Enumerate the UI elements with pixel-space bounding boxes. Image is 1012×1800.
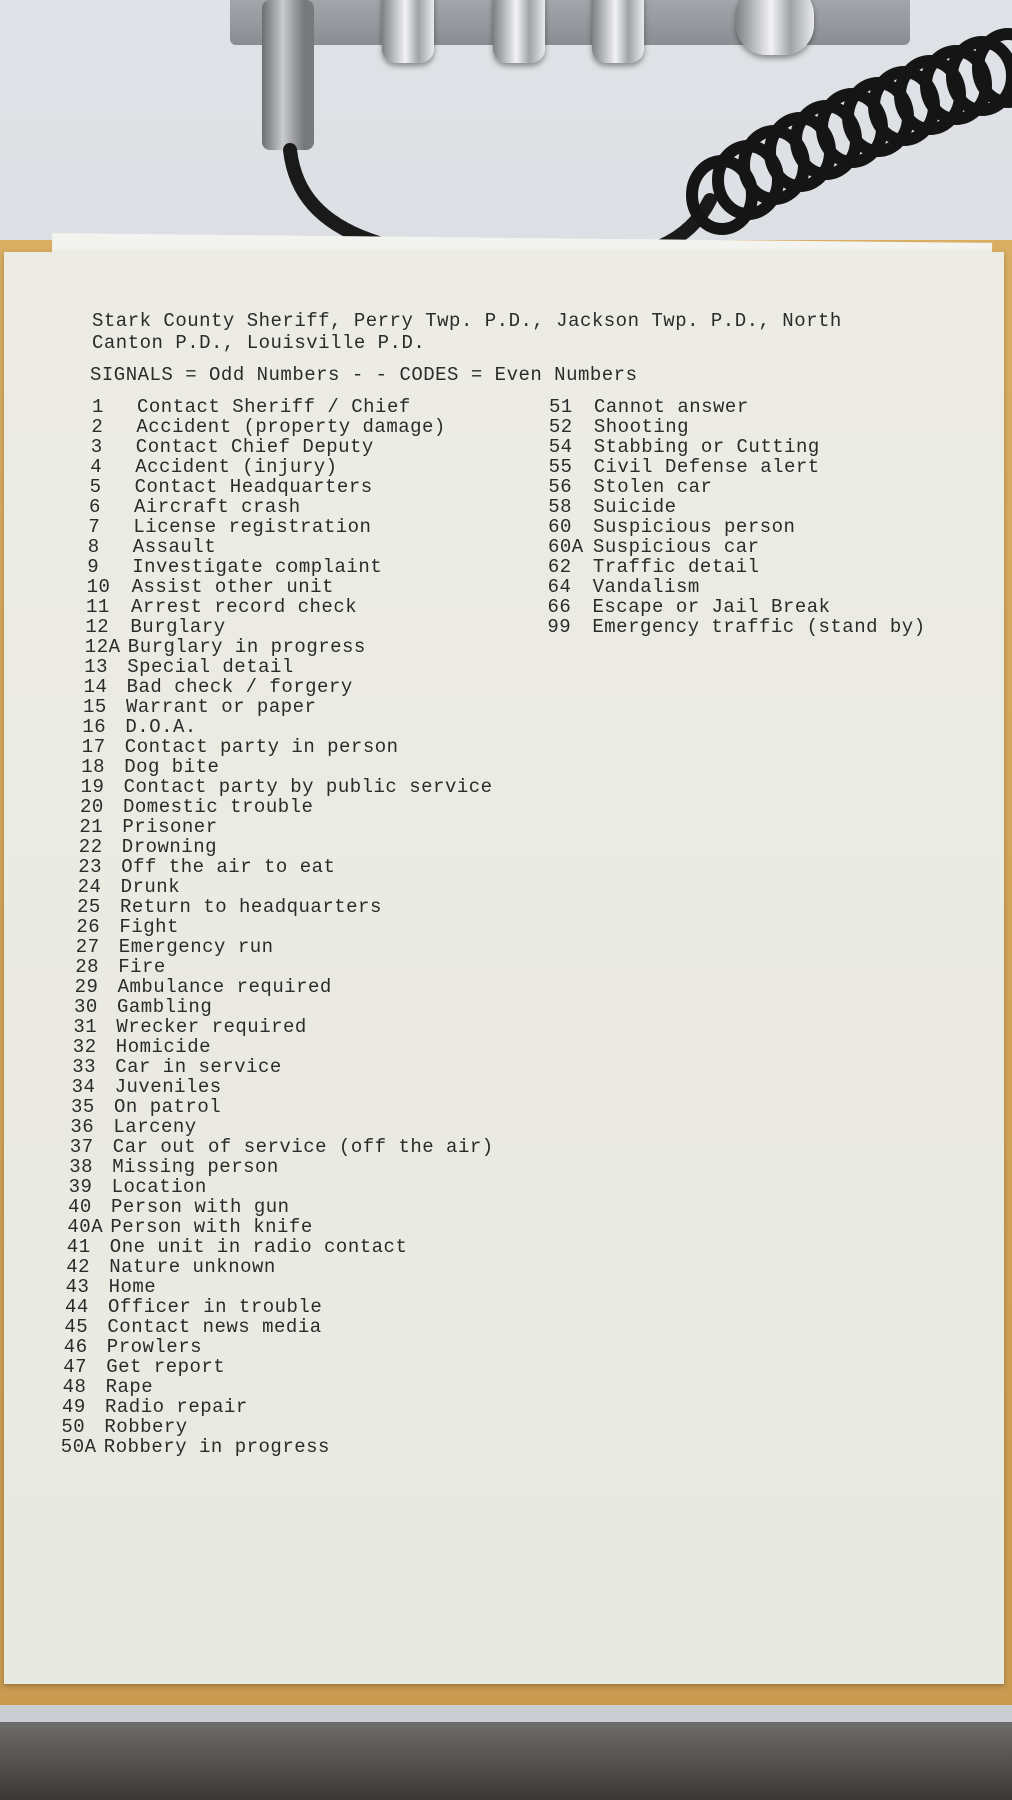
code-number: 8 (87, 536, 100, 558)
code-number: 17 (81, 736, 106, 758)
code-description: Officer in trouble (108, 1296, 323, 1318)
code-description: Ambulance required (117, 976, 332, 998)
code-description: Emergency run (118, 936, 274, 958)
code-number: 35 (71, 1096, 95, 1118)
code-description: Contact Headquarters (134, 476, 373, 498)
code-entry (77, 897, 494, 917)
code-description: Return to headquarters (120, 896, 382, 918)
code-description: Prisoner (122, 816, 218, 838)
code-description: Larceny (113, 1116, 197, 1138)
code-entry (548, 597, 926, 617)
code-number: 27 (75, 936, 100, 958)
code-description: Contact party in person (124, 736, 399, 758)
code-number: 60A (547, 536, 584, 558)
code-description: Nature unknown (109, 1256, 276, 1278)
code-description: Arrest record check (131, 596, 358, 618)
code-entry (547, 617, 925, 637)
code-description: Contact Sheriff / Chief (137, 396, 411, 418)
code-entry (549, 437, 926, 457)
code-description: Rape (105, 1376, 154, 1398)
code-description: Drowning (121, 836, 218, 858)
table-edge (0, 1722, 1012, 1800)
code-number: 26 (76, 916, 101, 938)
code-entry (81, 757, 493, 777)
code-number: 2 (91, 416, 104, 438)
code-number: 37 (69, 1136, 94, 1158)
code-entry (548, 577, 926, 597)
code-description: D.O.A. (125, 716, 197, 738)
code-entry (70, 1137, 494, 1157)
code-description: Prowlers (106, 1336, 203, 1358)
code-number: 47 (63, 1356, 87, 1378)
code-number: 50A (60, 1436, 97, 1458)
code-number: 32 (72, 1036, 97, 1058)
code-number: 6 (89, 496, 101, 518)
header-agencies-line1: Stark County Sheriff, Perry Twp. P.D., Jackson Twp. P.D., North (92, 310, 842, 332)
code-number: 16 (82, 716, 107, 738)
code-entry (82, 737, 494, 757)
code-description: Car out of service (off the air) (112, 1136, 494, 1158)
code-entry (78, 877, 494, 897)
code-description: Missing person (112, 1156, 279, 1178)
code-number: 52 (548, 416, 573, 438)
code-description: Robbery (104, 1416, 188, 1438)
code-description: Homicide (115, 1036, 212, 1058)
code-entry (69, 1157, 493, 1177)
code-description: Robbery in progress (103, 1436, 330, 1458)
code-description: Aircraft crash (134, 496, 301, 518)
code-number: 1 (92, 396, 104, 418)
code-number: 46 (63, 1336, 88, 1358)
code-number: 28 (75, 956, 99, 978)
code-number: 55 (548, 456, 573, 478)
code-entry (63, 1357, 493, 1377)
code-entry (70, 1117, 493, 1137)
code-entry (83, 697, 494, 717)
signals-codes-sheet (4, 252, 1004, 1684)
code-description: Shooting (593, 416, 690, 438)
code-entry (87, 577, 494, 597)
code-number: 31 (73, 1016, 98, 1038)
code-entry (548, 517, 926, 537)
code-number: 5 (89, 476, 102, 498)
code-number: 42 (66, 1256, 90, 1278)
code-description: Suspicious car (592, 536, 760, 558)
code-entry (79, 817, 493, 837)
code-description: Contact Chief Deputy (135, 436, 374, 458)
code-number: 19 (80, 776, 105, 798)
code-entry (71, 1097, 494, 1117)
code-description: Special detail (127, 656, 294, 678)
code-number: 54 (548, 436, 573, 458)
code-description: Stabbing or Cutting (593, 436, 820, 458)
code-number: 22 (78, 836, 103, 858)
code-description: Suicide (593, 496, 677, 518)
code-entry (549, 417, 926, 437)
code-entry (76, 937, 494, 957)
code-description: Assault (132, 536, 217, 558)
code-entry (74, 997, 494, 1017)
code-entry (72, 1077, 494, 1097)
code-description: Investigate complaint (132, 556, 383, 578)
code-number: 7 (88, 516, 101, 538)
code-number: 25 (77, 896, 101, 918)
code-entry (76, 917, 493, 937)
code-number: 60 (548, 516, 572, 538)
code-description: Suspicious person (593, 516, 796, 538)
codes-list-left (58, 397, 494, 1457)
code-number: 66 (547, 596, 572, 618)
code-entry (89, 497, 494, 517)
code-entry (85, 617, 493, 637)
code-entry (90, 457, 493, 477)
code-entry (64, 1317, 493, 1337)
code-number: 29 (74, 976, 99, 998)
code-entry (84, 677, 494, 697)
code-entry (548, 497, 925, 517)
codes-list-right (549, 397, 926, 637)
signals-codes-legend: SIGNALS = Odd Numbers - - CODES = Even Numbers (90, 364, 638, 386)
code-number: 20 (80, 796, 104, 818)
code-description: Location (111, 1176, 207, 1198)
code-entry (88, 537, 494, 557)
code-number: 33 (72, 1056, 96, 1078)
code-description: Vandalism (592, 576, 700, 598)
code-number: 23 (78, 856, 102, 878)
code-number: 43 (65, 1276, 90, 1298)
code-entry (548, 477, 925, 497)
code-entry (84, 657, 493, 677)
code-description: Bad check / forgery (126, 676, 353, 698)
code-number: 34 (71, 1076, 96, 1098)
code-entry (86, 597, 494, 617)
code-entry (90, 477, 494, 497)
code-number: 9 (87, 556, 100, 578)
code-entry (78, 857, 493, 877)
code-entry (91, 437, 494, 457)
code-entry (80, 797, 494, 817)
code-number: 24 (77, 876, 102, 898)
code-number: 36 (70, 1116, 95, 1138)
code-description: Stolen car (593, 476, 713, 498)
code-entry (68, 1197, 494, 1217)
code-entry (72, 1057, 493, 1077)
code-number: 18 (81, 756, 105, 778)
code-number: 49 (62, 1396, 86, 1418)
code-description: Off the air to eat (121, 856, 336, 878)
code-description: License registration (133, 516, 372, 538)
code-description: Escape or Jail Break (592, 596, 831, 618)
code-number: 39 (68, 1176, 93, 1198)
code-description: Warrant or paper (126, 696, 317, 718)
code-entry (92, 397, 494, 417)
header-agencies-line2: Canton P.D., Louisville P.D. (92, 332, 426, 354)
code-description: Person with gun (111, 1196, 290, 1218)
code-description: Contact party by public service (123, 776, 493, 798)
code-number: 21 (79, 816, 104, 838)
code-entry (64, 1337, 494, 1357)
code-number: 50 (61, 1416, 86, 1438)
code-number: 40A (67, 1216, 104, 1238)
code-number: 41 (66, 1236, 91, 1258)
code-entry (75, 957, 493, 977)
code-description: Radio repair (105, 1396, 248, 1418)
code-description: Home (108, 1276, 157, 1298)
code-description: Get report (106, 1356, 226, 1378)
code-number: 44 (65, 1296, 89, 1318)
code-entry (75, 977, 494, 997)
code-description: Wrecker required (116, 1016, 307, 1038)
code-entry (79, 837, 494, 857)
document-text (4, 252, 1004, 1684)
code-number: 45 (64, 1316, 89, 1338)
code-description: Contact news media (107, 1316, 322, 1338)
code-description: Burglary (130, 616, 226, 638)
code-description: Emergency traffic (stand by) (592, 616, 926, 638)
code-entry (85, 637, 494, 657)
code-entry (548, 557, 926, 577)
code-entry (63, 1377, 494, 1397)
code-number: 12 (85, 616, 110, 638)
code-number: 12A (84, 636, 121, 658)
code-entry (66, 1257, 493, 1277)
code-entry (82, 717, 493, 737)
code-entry (62, 1397, 494, 1417)
code-description: Person with knife (110, 1216, 313, 1238)
code-entry (81, 777, 494, 797)
code-number: 51 (549, 396, 573, 418)
code-number: 99 (547, 616, 572, 638)
code-entry (549, 457, 926, 477)
code-description: One unit in radio contact (109, 1236, 408, 1258)
code-description: On patrol (114, 1096, 222, 1118)
code-entry (549, 397, 926, 417)
code-description: Fire (118, 956, 166, 978)
code-description: Juveniles (114, 1076, 222, 1098)
code-entry (73, 1037, 494, 1057)
code-number: 14 (83, 676, 108, 698)
code-entry (548, 537, 926, 557)
code-number: 56 (548, 476, 573, 498)
code-entry (87, 557, 493, 577)
code-number: 13 (84, 656, 108, 678)
code-description: Assist other unit (131, 576, 334, 598)
code-description: Accident (property damage) (136, 416, 446, 438)
code-description: Accident (injury) (135, 456, 338, 478)
code-number: 64 (547, 576, 572, 598)
code-number: 40 (68, 1196, 92, 1218)
code-entry (88, 517, 493, 537)
code-entry (61, 1437, 494, 1457)
code-entry (69, 1177, 494, 1197)
code-description: Dog bite (124, 756, 220, 778)
code-number: 30 (74, 996, 98, 1018)
code-entry (67, 1217, 493, 1237)
code-description: Burglary in progress (127, 636, 366, 658)
code-description: Car in service (115, 1056, 282, 1078)
code-entry (73, 1017, 493, 1037)
code-entry (61, 1417, 493, 1437)
code-description: Drunk (120, 876, 181, 898)
code-entry (65, 1297, 494, 1317)
code-number: 38 (69, 1156, 93, 1178)
code-number: 15 (83, 696, 107, 718)
code-description: Domestic trouble (123, 796, 314, 818)
code-number: 58 (548, 496, 573, 518)
code-number: 48 (62, 1376, 87, 1398)
code-description: Fight (119, 916, 179, 938)
code-number: 3 (90, 436, 103, 458)
code-number: 62 (547, 556, 572, 578)
code-number: 10 (86, 576, 111, 598)
code-entry (67, 1237, 494, 1257)
code-description: Civil Defense alert (593, 456, 820, 478)
code-description: Traffic detail (592, 556, 760, 578)
code-number: 11 (86, 596, 110, 618)
code-entry (66, 1277, 494, 1297)
code-entry (91, 417, 493, 437)
code-number: 4 (90, 456, 103, 478)
code-description: Cannot answer (594, 396, 749, 418)
code-description: Gambling (117, 996, 213, 1018)
